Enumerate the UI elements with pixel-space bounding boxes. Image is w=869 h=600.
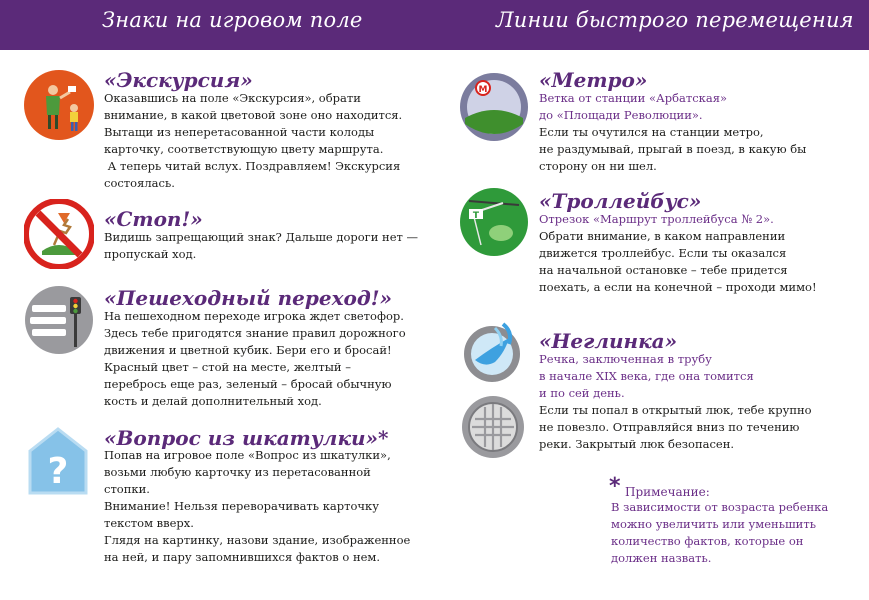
metro-icon xyxy=(459,72,529,142)
crosswalk-icon xyxy=(24,285,94,355)
svg-text:T: T xyxy=(472,211,480,221)
right-column-heading: Линии быстрого перемещения xyxy=(496,8,854,32)
subtitle-line: в начале XIX века, где она томится xyxy=(539,369,754,383)
excursion-icon xyxy=(24,70,94,140)
text-line: поехать, а если на конечной – проходи мимо! xyxy=(539,280,817,294)
text-line: не повезло. Отправляйся вниз по течению xyxy=(539,420,800,434)
text-line: пропускай ход. xyxy=(104,247,197,261)
text-line: Здесь тебе пригодятся знание правил дорожного xyxy=(104,326,406,340)
question-house-icon xyxy=(26,425,90,497)
note-title: Примечание: xyxy=(625,485,710,499)
text-line: Красный цвет – стой на месте, желтый – xyxy=(104,360,351,374)
subtitle-line: и по сей день. xyxy=(539,386,625,400)
svg-text:M: M xyxy=(478,85,488,95)
stop-title: «Стоп!» xyxy=(104,207,203,231)
text-line: движения и цветной кубик. Бери его и бросай! xyxy=(104,343,392,357)
stop-text xyxy=(104,229,418,263)
text-line: Если ты попал в открытый люк, тебе крупно xyxy=(539,403,812,417)
box-title: «Вопрос из шкатулки»* xyxy=(104,426,389,450)
svg-text:?: ? xyxy=(47,451,69,492)
note-text xyxy=(611,499,828,567)
metro-text xyxy=(539,90,806,175)
note-line: должен назвать. xyxy=(611,551,712,565)
note-line: количество фактов, которые он xyxy=(611,534,804,548)
text-line: не раздумывай, прыгай в поезд, в какую бы xyxy=(539,142,807,156)
note-line: В зависимости от возраста ребенка xyxy=(611,500,829,514)
text-line: на начальной остановке – тебе придется xyxy=(539,263,788,277)
text-line: возьми любую карточку из перетасованной xyxy=(104,465,371,479)
note-line: можно увеличить или уменьшить xyxy=(611,517,816,531)
text-line: сторону он ни шел. xyxy=(539,159,657,173)
subtitle-line: Отрезок «Маршрут троллейбуса № 2». xyxy=(539,212,774,226)
trolleybus-icon xyxy=(459,187,529,257)
metro-title: «Метро» xyxy=(539,68,648,92)
text-line: реки. Закрытый люк безопасен. xyxy=(539,437,735,451)
text-line: Глядя на картинку, назови здание, изображенное xyxy=(104,533,411,547)
box-text xyxy=(104,447,410,566)
text-line: Если ты очутился на станции метро, xyxy=(539,125,764,139)
text-line: На пешеходном переходе игрока ждет светофор. xyxy=(104,309,404,323)
text-line: перебрось еще раз, зеленый – бросай обычную xyxy=(104,377,392,391)
text-line: Оказавшись на поле «Экскурсия», обрати xyxy=(104,91,361,105)
text-line: на ней, и пару запомнившихся фактов о нем. xyxy=(104,550,381,564)
text-line: Обрати внимание, в каком направлении xyxy=(539,229,786,243)
excursion-title: «Экскурсия» xyxy=(104,68,253,92)
text-line: состоялась. xyxy=(104,176,175,190)
trolleybus-text xyxy=(539,211,817,296)
text-line: движется троллейбус. Если ты оказался xyxy=(539,246,787,260)
text-line: Внимание! Нельзя переворачивать карточку xyxy=(104,499,379,513)
text-line: внимание, в какой цветовой зоне оно находится. xyxy=(104,108,403,122)
crossing-title: «Пешеходный переход!» xyxy=(104,286,393,310)
text-line: карточку, соответствующую цвету маршрута. xyxy=(104,142,384,156)
note-asterisk: * xyxy=(609,474,621,499)
closed-hatch-icon xyxy=(461,395,525,459)
subtitle-line: до «Площади Революции». xyxy=(539,108,703,122)
text-line: А теперь читай вслух. Поздравляем! Экскурсия xyxy=(104,159,401,173)
neglinka-title: «Неглинка» xyxy=(539,329,678,353)
left-column-heading: Знаки на игровом поле xyxy=(102,8,363,32)
text-line: Видишь запрещающий знак? Дальше дороги нет — xyxy=(104,230,419,244)
trolleybus-title: «Троллейбус» xyxy=(539,189,702,213)
text-line: Вытащи из неперетасованной части колоды xyxy=(104,125,375,139)
text-line: Попав на игровое поле «Вопрос из шкатулки», xyxy=(104,448,391,462)
text-line: стопки. xyxy=(104,482,150,496)
text-line: кость и делай дополнительный ход. xyxy=(104,394,322,408)
crossing-text xyxy=(104,308,406,410)
subtitle-line: Речка, заключенная в трубу xyxy=(539,352,712,366)
subtitle-line: Ветка от станции «Арбатская» xyxy=(539,91,727,105)
stop-sign-icon xyxy=(24,199,94,269)
excursion-text xyxy=(104,90,402,192)
open-hatch-icon xyxy=(459,318,525,384)
text-line: текстом вверх. xyxy=(104,516,194,530)
header-bar xyxy=(0,0,869,50)
neglinka-text xyxy=(539,351,812,453)
